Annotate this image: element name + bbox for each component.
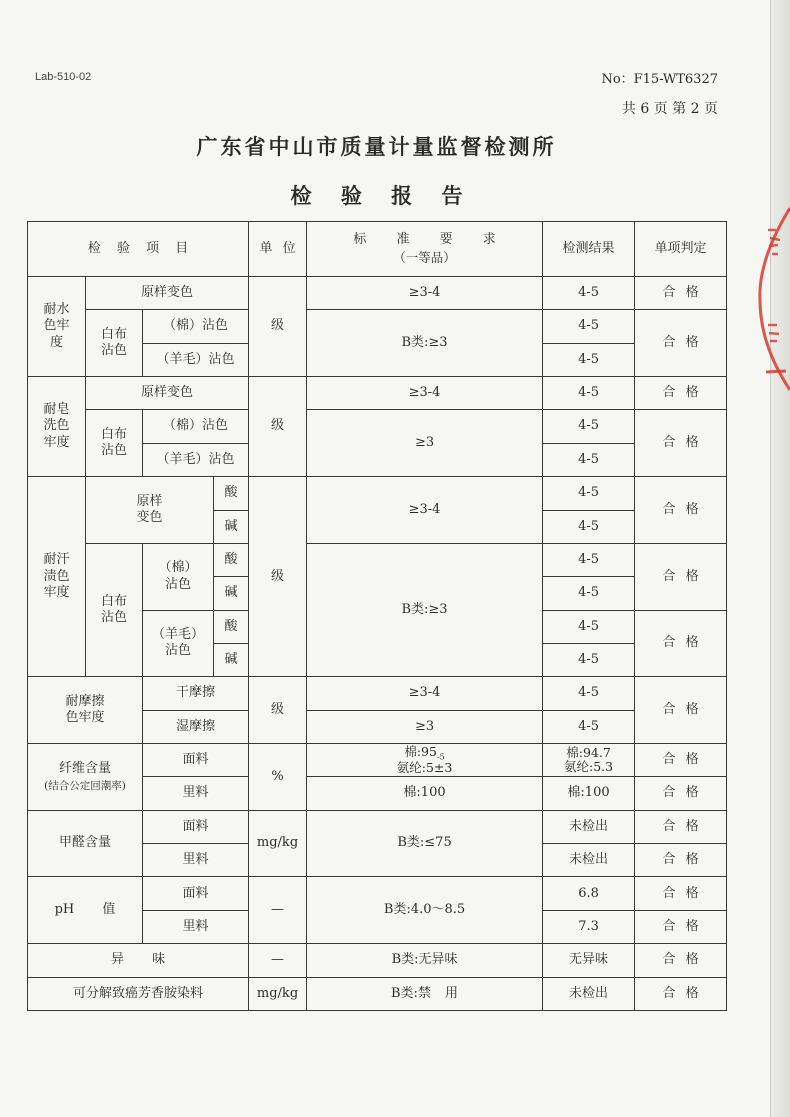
judgment-text: 合 格 — [662, 335, 702, 351]
soap-std-original: ≥3-4 — [307, 377, 543, 410]
rubbing-fastness-label — [28, 677, 143, 744]
formaldehyde-shell-label: 面料 — [143, 810, 249, 843]
col-header-standard-label: 标 准 要 求 — [353, 232, 509, 248]
formaldehyde-result-lining: 未检出 — [543, 844, 635, 877]
ph-result-lining: 7.3 — [543, 910, 635, 943]
fiber-std-lining: 棉:100 — [307, 777, 543, 810]
perspiration-std-stain: B类:≥3 — [307, 543, 543, 676]
perspiration-result-original-alkali: 4-5 — [543, 510, 635, 543]
judgment-text: 合 格 — [662, 785, 702, 801]
perspiration-cotton-label — [143, 543, 214, 610]
odor-unit: — — [249, 944, 307, 977]
col-header-judgment: 单项判定 — [635, 222, 727, 277]
formaldehyde-standard: B类:≤75 — [307, 810, 543, 877]
water-stain-label — [86, 310, 143, 377]
azo-dye-result: 未检出 — [543, 977, 635, 1010]
water-stain-text: 白布沾色 — [100, 326, 127, 359]
perspiration-result-wool-acid: 4-5 — [543, 610, 635, 643]
col-header-standard-grade: （一等品） — [393, 250, 456, 266]
table-row — [28, 310, 727, 343]
judgment-text: 合 格 — [662, 885, 702, 901]
judgment-text: 合 格 — [662, 818, 702, 834]
perspiration-result-wool-alkali: 4-5 — [543, 643, 635, 676]
perspiration-original-alkali: 碱 — [214, 510, 249, 543]
perspiration-wool-acid: 酸 — [214, 610, 249, 643]
ph-standard: B类:4.0～8.5 — [307, 877, 543, 944]
azo-dye-judgment — [635, 977, 727, 1010]
table-row — [28, 810, 727, 843]
water-judgment-original — [635, 277, 727, 310]
water-unit: 级 — [249, 277, 307, 377]
soap-original-label: 原样变色 — [86, 377, 249, 410]
perspiration-judgment-wool — [635, 610, 727, 677]
soap-stain-label — [86, 410, 143, 477]
judgment-text: 合 格 — [662, 435, 702, 451]
col-header-standard — [307, 222, 543, 277]
rubbing-result-dry: 4-5 — [543, 677, 635, 710]
col-header-result: 检测结果 — [543, 222, 635, 277]
water-result-original: 4-5 — [543, 277, 635, 310]
odor-standard: B类:无异味 — [307, 944, 543, 977]
formaldehyde-result-shell: 未检出 — [543, 810, 635, 843]
judgment-text: 合 格 — [662, 985, 702, 1001]
soap-unit: 级 — [249, 377, 307, 477]
perspiration-judgment-original — [635, 477, 727, 544]
table-row — [28, 277, 727, 310]
perspiration-wool-label — [143, 610, 214, 677]
water-result-cotton: 4-5 — [543, 310, 635, 343]
table-row — [28, 410, 727, 443]
rubbing-std-wet: ≥3 — [307, 710, 543, 743]
fiber-lining-label: 里料 — [143, 777, 249, 810]
seal-fragment — [748, 200, 790, 395]
water-result-wool: 4-5 — [543, 343, 635, 376]
soap-stain-text: 白布沾色 — [100, 427, 127, 459]
odor-label — [28, 944, 249, 977]
soap-cotton-label: （棉）沾色 — [143, 410, 249, 443]
ph-shell-label: 面料 — [143, 877, 249, 910]
azo-dye-standard-text: B类:禁 用 — [390, 985, 459, 1001]
fiber-result-shell-spandex: 氨纶:5.3 — [563, 759, 614, 775]
institute-title: 广东省中山市质量计量监督检测所 — [196, 134, 557, 159]
water-fastness-label — [28, 277, 86, 377]
rubbing-result-wet: 4-5 — [543, 710, 635, 743]
judgment-text: 合 格 — [662, 635, 702, 651]
soap-fastness-label — [28, 377, 86, 477]
page-info: 共 6 页 第 2 页 — [621, 101, 718, 117]
odor-judgment — [635, 944, 727, 977]
judgment-text: 合 格 — [662, 852, 702, 868]
perspiration-result-cotton-acid: 4-5 — [543, 543, 635, 576]
perspiration-wool-alkali: 碱 — [214, 643, 249, 676]
ph-lining-label: 里料 — [143, 910, 249, 943]
table-header-row — [28, 222, 727, 277]
ph-judgment-lining — [635, 910, 727, 943]
ph-judgment-shell — [635, 877, 727, 910]
water-original-label: 原样变色 — [86, 277, 249, 310]
inspection-table — [27, 221, 727, 1011]
table-row — [28, 944, 727, 977]
judgment-text: 合 格 — [662, 918, 702, 934]
rubbing-unit: 级 — [249, 677, 307, 744]
formaldehyde-judgment-shell — [635, 810, 727, 843]
fiber-content-text: 纤维含量 — [58, 760, 111, 776]
perspiration-result-original-acid: 4-5 — [543, 477, 635, 510]
perspiration-cotton-acid: 酸 — [214, 543, 249, 576]
perspiration-cotton-alkali: 碱 — [214, 577, 249, 610]
judgment-text: 合 格 — [662, 385, 702, 401]
judgment-text: 合 格 — [662, 952, 702, 968]
soap-fastness-text: 耐皂洗色牢度 — [43, 402, 70, 450]
soap-judgment-original — [635, 377, 727, 410]
perspiration-fastness-label — [28, 477, 86, 677]
formaldehyde-lining-label: 里料 — [143, 844, 249, 877]
formaldehyde-judgment-lining — [635, 844, 727, 877]
soap-judgment-stain — [635, 410, 727, 477]
table-row — [28, 543, 727, 576]
scan-edge-shadow — [770, 0, 790, 1117]
fiber-judgment-shell — [635, 744, 727, 777]
rubbing-wet-label: 湿摩擦 — [143, 710, 249, 743]
soap-result-wool: 4-5 — [543, 443, 635, 476]
fiber-judgment-lining — [635, 777, 727, 810]
rubbing-dry-label: 干摩擦 — [143, 677, 249, 710]
col-header-item — [28, 222, 249, 277]
table-row — [28, 744, 727, 777]
perspiration-judgment-cotton — [635, 543, 727, 610]
judgment-text: 合 格 — [662, 568, 702, 584]
azo-dye-label: 可分解致癌芳香胺染料 — [28, 977, 249, 1010]
rubbing-std-dry: ≥3-4 — [307, 677, 543, 710]
fiber-result-shell-cotton: 棉:94.7 — [566, 744, 611, 760]
perspiration-original-text: 原样变色 — [136, 493, 163, 526]
soap-std-stain: ≥3 — [307, 410, 543, 477]
soap-wool-label: （羊毛）沾色 — [143, 443, 249, 476]
judgment-text: 合 格 — [662, 752, 702, 768]
report-subtitle: 检 验 报 告 — [290, 183, 474, 208]
fiber-unit: % — [249, 744, 307, 811]
formaldehyde-label: 甲醛含量 — [28, 810, 143, 877]
water-judgment-stain — [635, 310, 727, 377]
rubbing-judgment — [635, 677, 727, 744]
lab-code: Lab-510-02 — [35, 71, 92, 83]
perspiration-std-original: ≥3-4 — [307, 477, 543, 544]
fiber-std-shell-spandex: 氨纶:5±3 — [396, 760, 453, 776]
table-row — [28, 877, 727, 910]
azo-dye-unit: mg/kg — [249, 977, 307, 1010]
perspiration-unit: 级 — [249, 477, 307, 677]
ph-label-text: pH 值 — [54, 902, 116, 918]
perspiration-original-label — [86, 477, 214, 544]
fiber-content-label — [28, 744, 143, 811]
judgment-text: 合 格 — [662, 285, 702, 301]
table-row — [28, 977, 727, 1010]
col-header-unit-label: 单 位 — [259, 240, 299, 256]
col-header-item-label: 检 验 项 目 — [87, 240, 195, 256]
odor-label-text: 异 味 — [110, 952, 178, 968]
fiber-content-note: (结合公定回潮率) — [44, 779, 126, 792]
fiber-result-shell — [543, 744, 635, 777]
soap-result-cotton: 4-5 — [543, 410, 635, 443]
fiber-std-shell — [307, 744, 543, 777]
table-row — [28, 477, 727, 510]
rubbing-fastness-text: 耐摩擦色牢度 — [65, 693, 105, 726]
azo-dye-standard — [307, 977, 543, 1010]
perspiration-fastness-text: 耐汗渍色牢度 — [43, 552, 70, 600]
fiber-std-shell-cotton — [307, 745, 542, 762]
table-row — [28, 677, 727, 710]
judgment-text: 合 格 — [662, 501, 702, 517]
fiber-result-lining: 棉:100 — [543, 777, 635, 810]
perspiration-stain-text: 白布沾色 — [100, 593, 127, 626]
judgment-text: 合 格 — [662, 702, 702, 718]
perspiration-original-acid: 酸 — [214, 477, 249, 510]
ph-label — [28, 877, 143, 944]
fiber-std-cotton-value: 棉:95 — [404, 743, 437, 759]
water-fastness-text: 耐水色牢度 — [43, 302, 70, 350]
perspiration-cotton-text: （棉）沾色 — [158, 560, 198, 592]
water-cotton-label: （棉）沾色 — [143, 310, 249, 343]
odor-result: 无异味 — [543, 944, 635, 977]
fiber-std-cotton-tolerance: -5 — [436, 752, 445, 762]
water-std-original: ≥3-4 — [307, 277, 543, 310]
formaldehyde-unit: mg/kg — [249, 810, 307, 877]
water-wool-label: （羊毛）沾色 — [143, 343, 249, 376]
ph-unit: — — [249, 877, 307, 944]
perspiration-wool-text: （羊毛）沾色 — [151, 627, 204, 659]
ph-result-shell: 6.8 — [543, 877, 635, 910]
soap-result-original: 4-5 — [543, 377, 635, 410]
col-header-unit — [249, 222, 307, 277]
fiber-shell-label: 面料 — [143, 744, 249, 777]
perspiration-stain-label — [86, 543, 143, 676]
water-std-stain: B类:≥3 — [307, 310, 543, 377]
report-number: No：F15-WT6327 — [601, 72, 718, 87]
perspiration-result-cotton-alkali: 4-5 — [543, 577, 635, 610]
table-row — [28, 377, 727, 410]
